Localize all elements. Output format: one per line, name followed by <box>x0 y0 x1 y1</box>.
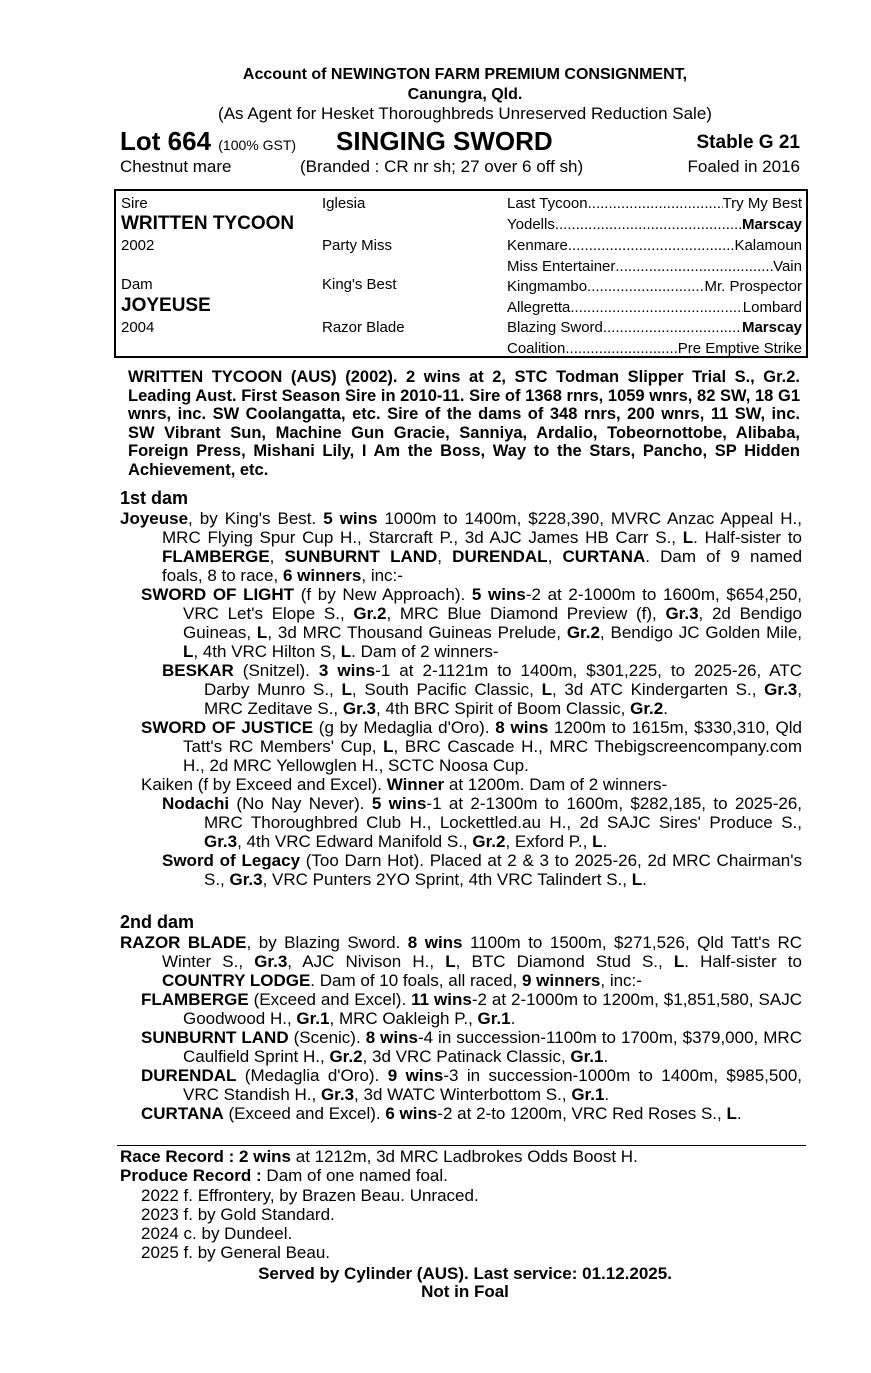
bold-text: L <box>592 832 603 851</box>
leader-dots <box>555 216 742 233</box>
stable-location: Stable G 21 <box>696 132 800 153</box>
leader-dots <box>587 278 704 295</box>
bold-text: 6 wins <box>385 1104 438 1123</box>
text: , South Pacific Classic, <box>351 680 542 699</box>
text: . <box>663 699 668 718</box>
ancestor-name: Miss Entertainer <box>507 258 616 275</box>
bold-text: L <box>383 737 394 756</box>
great-grandparent-row <box>507 319 802 336</box>
leader-dots <box>568 237 735 254</box>
bold-text: 8 wins <box>365 1028 418 1047</box>
ancestor-sire: Lombard <box>742 299 802 316</box>
bold-text: Gr.2 <box>353 604 387 623</box>
bold-text: CURTANA <box>141 1104 224 1123</box>
text: -1 at 2-1300m to 1600m, $282,185, to 2025-26, MRC Thoroughbred Club H., Lockettled.au H., 2d SAJC Sires' Produce S., <box>204 794 803 832</box>
bold-text: RAZOR BLADE <box>120 933 247 952</box>
great-grandparent-row <box>507 195 802 212</box>
leader-dots <box>565 340 677 357</box>
produce-item: 2022 f. Effrontery, by Brazen Beau. Unraced. <box>141 1186 479 1205</box>
consignor-location: Canungra, Qld. <box>407 86 523 103</box>
foal-status: Not in Foal <box>421 1282 509 1301</box>
produce-record-text: Dam of one named foal. <box>261 1166 448 1185</box>
service-line: Served by Cylinder (AUS). Last service: 01.12.2025. <box>258 1264 672 1283</box>
text: , MRC Oakleigh P., <box>329 1009 478 1028</box>
bold-text: Gr.3 <box>665 604 699 623</box>
bold-text: L <box>341 680 352 699</box>
bold-text: COUNTRY LODGE <box>162 971 311 990</box>
ancestor-sire: Marscay <box>741 319 802 336</box>
bold-text: Nodachi <box>162 794 230 813</box>
text: , by Blazing Sword. <box>246 933 408 952</box>
produce-record <box>120 1166 448 1185</box>
text: . <box>602 832 608 851</box>
text: , MRC Zeditave S., <box>204 680 802 718</box>
bold-text: FLAMBERGE <box>162 547 270 566</box>
sire-year: 2002 <box>121 237 155 254</box>
bold-text: Gr.3 <box>204 832 238 851</box>
text: , inc:- <box>600 971 642 990</box>
text: (Exceed and Excel). <box>248 990 412 1009</box>
bold-text: L <box>541 680 552 699</box>
bold-text: 6 winners <box>282 566 362 585</box>
text: . Dam of 9 named foals, 8 to race, <box>162 547 803 585</box>
ancestor-sire: Kalamoun <box>734 237 802 254</box>
text: , 4th VRC Edward Manifold S., <box>237 832 473 851</box>
bold-text: Gr.3 <box>229 870 263 889</box>
ancestor-name: Allegretta <box>507 299 571 316</box>
ancestor-sire: Vain <box>773 258 802 275</box>
bold-text: Gr.3 <box>342 699 376 718</box>
text: -2 at 2-to 1200m, VRC Red Roses S., <box>437 1104 727 1123</box>
bold-text: DURENDAL <box>452 547 548 566</box>
text: , VRC Punters 2YO Sprint, 4th VRC Talindert S., <box>262 870 632 889</box>
text: , MRC Blue Diamond Preview (f), <box>386 604 666 623</box>
bold-text: Gr.2 <box>329 1047 363 1066</box>
text: , 3d VRC Patinack Classic, <box>362 1047 571 1066</box>
text: . <box>510 1009 516 1028</box>
text: , AJC Nivison H., <box>287 952 446 971</box>
dam-sire: King's Best <box>322 276 397 293</box>
leader-dots <box>615 258 773 275</box>
sire-sire: Iglesia <box>322 195 366 212</box>
brand-info: (Branded : CR nr sh; 27 over 6 off sh) <box>300 157 584 176</box>
horse-name: SINGING SWORD <box>336 126 553 156</box>
text: . Half-sister to <box>693 528 802 547</box>
bold-text: L <box>673 952 685 971</box>
bold-text: L <box>183 642 194 661</box>
pedigree-entry <box>120 661 802 718</box>
horse-description: Chestnut mare <box>120 157 232 176</box>
bold-text: L <box>340 642 352 661</box>
text: (Scenic). <box>288 1028 366 1047</box>
agent-line: (As Agent for Hesket Thoroughbreds Unreserved Reduction Sale) <box>218 104 712 123</box>
text: . <box>603 1047 609 1066</box>
divider <box>117 1145 806 1146</box>
text: (Exceed and Excel). <box>223 1104 386 1123</box>
text: . <box>736 1104 742 1123</box>
pedigree-entry <box>120 1066 802 1104</box>
text: . <box>604 1085 610 1104</box>
second-dam-section <box>120 933 802 1123</box>
bold-text: Gr.1 <box>477 1009 511 1028</box>
ancestor-sire: Mr. Prospector <box>704 278 802 295</box>
pedigree-entry <box>120 794 802 851</box>
text: , <box>269 547 285 566</box>
text: 1200m to 1615m, $330,310, Qld Tatt's RC Members' Cup, <box>183 718 802 756</box>
bold-text: 9 wins <box>387 1066 444 1085</box>
great-grandparent-row <box>507 299 802 316</box>
text: , Bendigo JC Golden Mile, <box>599 623 802 642</box>
bold-text: L <box>631 870 643 889</box>
lot-label: Lot 664 <box>120 126 212 156</box>
bold-text: Gr.2 <box>630 699 664 718</box>
ancestor-name: Blazing Sword <box>507 319 603 336</box>
text: (f by New Approach). <box>294 585 472 604</box>
text: . <box>642 870 647 889</box>
ancestor-name: Yodells <box>507 216 555 233</box>
pedigree-entry <box>120 1028 802 1066</box>
bold-text: SUNBURNT LAND <box>284 547 438 566</box>
first-dam-section <box>120 509 802 889</box>
pedigree-entry <box>120 851 802 889</box>
sire-dam: Party Miss <box>322 237 393 254</box>
sire-label: Sire <box>121 195 148 212</box>
leader-dots <box>603 319 742 336</box>
bold-text: 5 wins <box>323 509 378 528</box>
text: , 3d ATC Kindergarten S., <box>551 680 765 699</box>
text: -2 at 2-1000m to 1200m, $1,851,580, SAJC Goodwood H., <box>183 990 803 1028</box>
lot-number <box>120 126 296 157</box>
text: , BRC Cascade H., MRC Thebigscreencompany.com H., 2d MRC Yellowglen H., SCTC Noosa Cup. <box>183 737 802 775</box>
bold-text: Gr.3 <box>764 680 798 699</box>
bold-text: 11 wins <box>411 990 472 1009</box>
bold-text: Gr.1 <box>296 1009 330 1028</box>
consignor-line: Account of NEWINGTON FARM PREMIUM CONSIGNMENT, <box>242 66 688 83</box>
race-record-label: Race Record : 2 wins <box>120 1147 292 1166</box>
bold-text: Sword of Legacy <box>162 851 301 870</box>
leader-dots <box>570 299 742 316</box>
bold-text: Winner <box>386 775 445 794</box>
bold-text: BESKAR <box>162 661 234 680</box>
pedigree-entry <box>120 1104 802 1123</box>
ancestor-name: Coalition <box>507 340 566 357</box>
text: . Half-sister to <box>684 952 802 971</box>
text: . Dam of 10 foals, all raced, <box>310 971 522 990</box>
text: , inc:- <box>361 566 403 585</box>
bold-text: 9 winners <box>521 971 601 990</box>
bold-text: Gr.2 <box>472 832 506 851</box>
pedigree-table <box>114 189 808 358</box>
foaled-year: Foaled in 2016 <box>687 157 800 176</box>
pedigree-entry <box>120 509 802 585</box>
first-dam-heading: 1st dam <box>120 488 189 508</box>
great-grandparent-row <box>507 340 802 357</box>
text: , <box>437 547 453 566</box>
text: -2 at 2-1000m to 1600m, $654,250, VRC Let's Elope S., <box>183 585 802 623</box>
bold-text: FLAMBERGE <box>141 990 249 1009</box>
pedigree-entry <box>120 585 802 661</box>
ancestor-sire: Marscay <box>741 216 802 233</box>
text: , 3d MRC Thousand Guineas Prelude, <box>267 623 567 642</box>
bold-text: Gr.3 <box>254 952 288 971</box>
bold-text: DURENDAL <box>141 1066 237 1085</box>
bold-text: 5 wins <box>471 585 526 604</box>
text: -4 in succession-1100m to 1700m, $379,000, MRC Caulfield Sprint H., <box>183 1028 802 1066</box>
text: , <box>547 547 563 566</box>
text: , 2d Bendigo Guineas, <box>183 604 802 642</box>
text: , 4th VRC Hilton S, <box>193 642 341 661</box>
produce-record-label: Produce Record : <box>120 1166 262 1185</box>
leader-dots <box>588 195 723 212</box>
bold-text: 8 wins <box>407 933 463 952</box>
bold-text: CURTANA <box>562 547 646 566</box>
bold-text: 5 wins <box>371 794 427 813</box>
dam-dam: Razor Blade <box>322 319 405 336</box>
pedigree-entry <box>120 990 802 1028</box>
dam-name: JOYEUSE <box>121 295 211 316</box>
great-grandparent-row <box>507 258 802 275</box>
pedigree-entry <box>120 933 802 990</box>
ancestor-sire: Try My Best <box>722 195 802 212</box>
text: (Medaglia d'Oro). <box>236 1066 388 1085</box>
text: (g by Medaglia d'Oro). <box>313 718 496 737</box>
second-dam-heading: 2nd dam <box>120 912 195 932</box>
pedigree-entry <box>120 718 802 775</box>
text: , by King's Best. <box>188 509 324 528</box>
bold-text: L <box>445 952 456 971</box>
sire-name: WRITTEN TYCOON <box>121 213 295 234</box>
text: 1100m to 1500m, $271,526, Qld Tatt's RC Winter S., <box>162 933 802 971</box>
great-grandparent-row <box>507 237 802 254</box>
text: at 1200m. Dam of 2 winners- <box>444 775 668 794</box>
text: , 4th BRC Spirit of Boom Classic, <box>375 699 631 718</box>
ancestor-sire: Pre Emptive Strike <box>677 340 802 357</box>
pedigree-entry <box>120 775 802 794</box>
text: . Dam of 2 winners- <box>351 642 499 661</box>
text: -1 at 2-1121m to 1400m, $301,225, to 2025-26, ATC Darby Munro S., <box>204 661 803 699</box>
text: , 3d WATC Winterbottom S., <box>354 1085 572 1104</box>
bold-text: Gr.3 <box>320 1085 355 1104</box>
produce-item: 2024 c. by Dundeel. <box>141 1224 293 1243</box>
bold-text: Gr.2 <box>566 623 600 642</box>
bold-text: 3 wins <box>318 661 376 680</box>
bold-text: Gr.1 <box>571 1085 605 1104</box>
bold-text: Joyeuse <box>120 509 189 528</box>
bold-text: L <box>726 1104 737 1123</box>
text: , Exford P., <box>505 832 593 851</box>
bold-text: L <box>682 528 694 547</box>
race-record-text: at 1212m, 3d MRC Ladbrokes Odds Boost H. <box>291 1147 638 1166</box>
ancestor-name: Last Tycoon <box>507 195 588 212</box>
great-grandparent-row <box>507 216 802 233</box>
text: -3 in succession-1000m to 1400m, $985,500, VRC Standish H., <box>183 1066 802 1104</box>
bold-text: 8 wins <box>495 718 549 737</box>
sire-summary: WRITTEN TYCOON (AUS) (2002). 2 wins at 2, STC Todman Slipper Trial S., Gr.2. Leading Aust. First Season Sire in 2010-11. Sire of 1368 rnrs, 1059 wnrs, 82 SW, 18 G1 wnrs, inc. SW Coolangatta, etc. Sire of the dams of 348 rnrs, 200 wnrs, 11 SW, inc. SW Vibrant Sun, Machine Gun Gracie, Sanniya, Ardalio, Tobeornottobe, Alibaba, Foreign Press, Mishani Lily, I Am the Boss, Way to the Stars, Pancho, SP Hidden Achievement, etc. <box>128 368 800 479</box>
text: , BTC Diamond Stud S., <box>455 952 674 971</box>
race-record <box>120 1147 638 1166</box>
bold-text: SUNBURNT LAND <box>141 1028 289 1047</box>
produce-item: 2025 f. by General Beau. <box>141 1243 331 1262</box>
text: 1000m to 1400m, $228,390, MVRC Anzac Appeal H., MRC Flying Spur Cup H., Starcraft P., 3d AJC James HB Carr S., <box>162 509 802 547</box>
produce-item: 2023 f. by Gold Standard. <box>141 1205 335 1224</box>
dam-label: Dam <box>121 276 153 293</box>
bold-text: Gr.1 <box>570 1047 604 1066</box>
ancestor-name: Kenmare <box>507 237 568 254</box>
text: (Snitzel). <box>233 661 319 680</box>
bold-text: L <box>256 623 268 642</box>
ancestor-name: Kingmambo <box>507 278 588 295</box>
text: Kaiken (f by Exceed and Excel). <box>141 775 387 794</box>
text: (No Nay Never). <box>229 794 372 813</box>
great-grandparent-row <box>507 278 802 295</box>
text: (Too Darn Hot). Placed at 2 & 3 to 2025-26, 2d MRC Chairman's S., <box>204 851 802 889</box>
gst-note: (100% GST) <box>218 137 297 153</box>
bold-text: SWORD OF LIGHT <box>141 585 295 604</box>
dam-year: 2004 <box>121 319 155 336</box>
bold-text: SWORD OF JUSTICE <box>141 718 314 737</box>
